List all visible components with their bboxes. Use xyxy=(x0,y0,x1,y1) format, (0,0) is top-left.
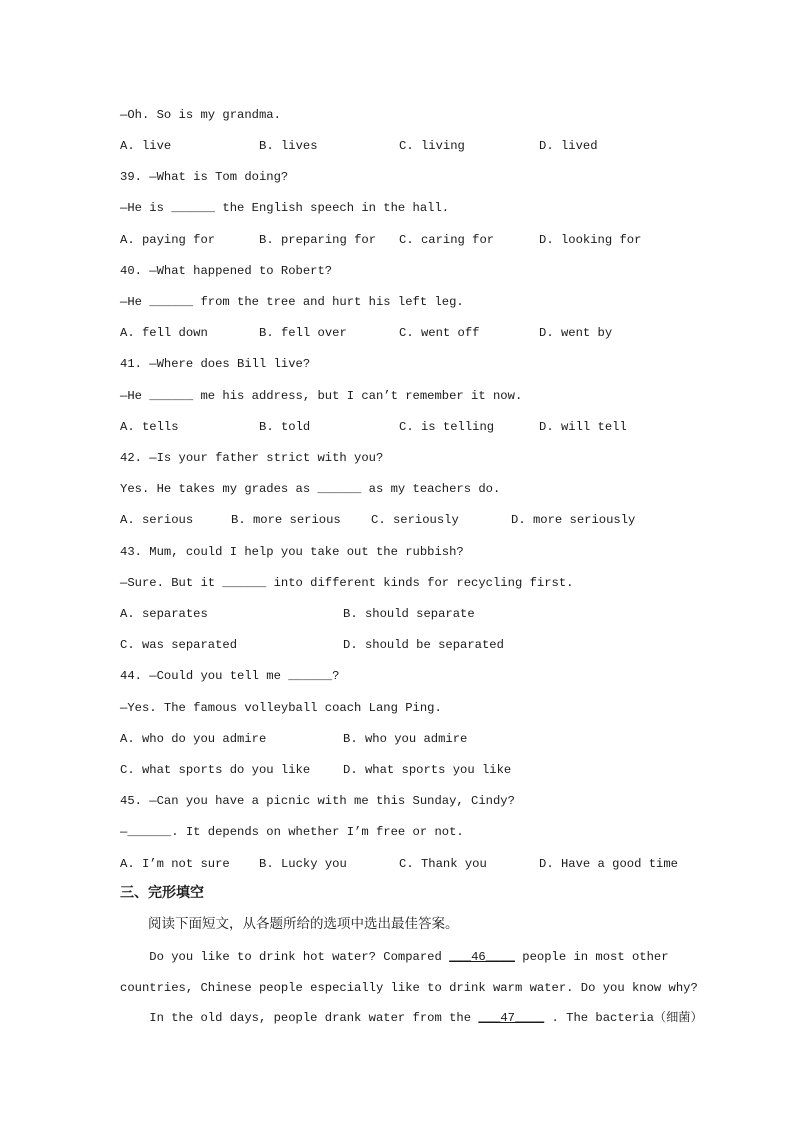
q44-option-d: D. what sports you like xyxy=(343,763,512,777)
q38-reply: —Oh. So is my grandma. xyxy=(120,108,281,122)
q42-option-a: A. serious xyxy=(120,513,194,527)
q40-option-d: D. went by xyxy=(539,326,613,340)
q39-option-c: C. caring for xyxy=(399,233,495,247)
q44-question: 44. —Could you tell me ______? xyxy=(120,669,340,683)
passage-text: people in most other xyxy=(514,950,669,964)
q41-question: 41. —Where does Bill live? xyxy=(120,357,311,371)
q45-option-a: A. I’m not sure xyxy=(120,857,230,871)
section-title-cloze: 三、完形填空 xyxy=(120,885,204,901)
q45-option-d: D. Have a good time xyxy=(539,857,678,871)
passage-text: . The bacteria（细菌） xyxy=(544,1011,703,1025)
q44-option-c: C. what sports do you like xyxy=(120,763,311,777)
q41-option-d: D. will tell xyxy=(539,420,627,434)
blank-47: ___47____ xyxy=(478,1011,545,1025)
q45-option-b: B. Lucky you xyxy=(259,857,347,871)
passage-line-3 xyxy=(120,1010,703,1026)
q43-option-b: B. should separate xyxy=(343,607,475,621)
section-instruction: 阅读下面短文，从各题所给的选项中选出最佳答案。 xyxy=(148,916,459,932)
q40-reply: —He ______ from the tree and hurt his left leg. xyxy=(120,295,464,309)
q40-option-c: C. went off xyxy=(399,326,480,340)
q45-question: 45. —Can you have a picnic with me this Sunday, Cindy? xyxy=(120,794,515,808)
q42-option-b: B. more serious xyxy=(231,513,341,527)
q42-option-d: D. more seriously xyxy=(511,513,636,527)
q38-option-d: D. lived xyxy=(539,139,598,153)
q42-option-c: C. seriously xyxy=(371,513,459,527)
q39-option-b: B. preparing for xyxy=(259,233,377,247)
q42-reply: Yes. He takes my grades as ______ as my teachers do. xyxy=(120,482,501,496)
q43-option-a: A. separates xyxy=(120,607,208,621)
q40-question: 40. —What happened to Robert? xyxy=(120,264,333,278)
q39-option-d: D. looking for xyxy=(539,233,642,247)
q42-question: 42. —Is your father strict with you? xyxy=(120,451,384,465)
q41-option-b: B. told xyxy=(259,420,311,434)
blank-46: ___46____ xyxy=(449,950,515,964)
q38-option-a: A. live xyxy=(120,139,172,153)
q43-option-d: D. should be separated xyxy=(343,638,504,652)
passage-line-1 xyxy=(120,949,674,965)
q45-option-c: C. Thank you xyxy=(399,857,487,871)
passage-text: Do you like to drink hot water? Compared xyxy=(120,950,450,964)
q44-option-a: A. who do you admire xyxy=(120,732,267,746)
q40-option-b: B. fell over xyxy=(259,326,347,340)
q43-option-c: C. was separated xyxy=(120,638,238,652)
q43-reply: —Sure. But it ______ into different kinds for recycling first. xyxy=(120,576,574,590)
q39-reply: —He is ______ the English speech in the hall. xyxy=(120,201,450,215)
q41-option-c: C. is telling xyxy=(399,420,495,434)
q45-reply: —______. It depends on whether I’m free or not. xyxy=(120,825,464,839)
q40-option-a: A. fell down xyxy=(120,326,208,340)
q38-option-b: B. lives xyxy=(259,139,318,153)
q43-question: 43. Mum, could I help you take out the rubbish? xyxy=(120,545,464,559)
passage-line-2: countries, Chinese people especially like to drink warm water. Do you know why? xyxy=(120,981,698,995)
q41-reply: —He ______ me his address, but I can’t remember it now. xyxy=(120,389,523,403)
q39-question: 39. —What is Tom doing? xyxy=(120,170,289,184)
q39-option-a: A. paying for xyxy=(120,233,216,247)
q44-option-b: B. who you admire xyxy=(343,732,468,746)
q41-option-a: A. tells xyxy=(120,420,179,434)
q44-reply: —Yes. The famous volleyball coach Lang Ping. xyxy=(120,701,442,715)
passage-text: In the old days, people drank water from the xyxy=(120,1011,479,1025)
q38-option-c: C. living xyxy=(399,139,465,153)
